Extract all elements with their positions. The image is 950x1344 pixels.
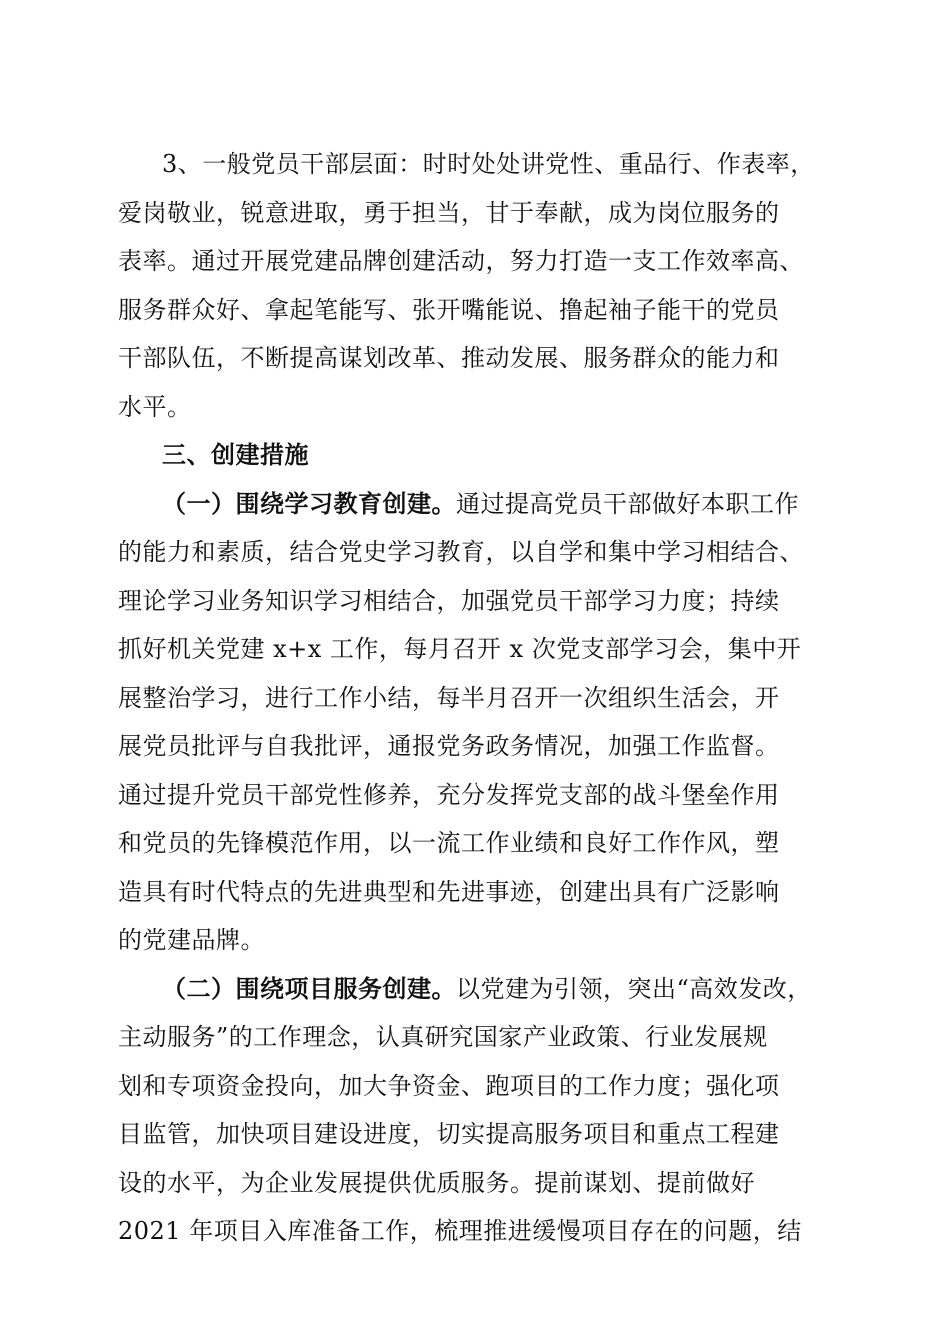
paragraph-line: 理论学习业务知识学习相结合，加强党员干部学习力度；持续 (118, 586, 780, 615)
paragraph-line: 水平。 (118, 392, 192, 421)
paragraph-line: 服务群众好、拿起笔能写、张开嘴能说、撸起袖子能干的党员 (118, 295, 780, 324)
paragraph-line: 表率。通过开展党建品牌创建活动，努力打造一支工作效率高、 (118, 247, 804, 275)
paragraph-line: 造具有时代特点的先进典型和先进事迹，创建出具有广泛影响 (118, 877, 780, 906)
paragraph-line: 3、一般党员干部层面：时时处处讲党性、重品行、作表率， (162, 150, 815, 178)
paragraph-line: 2021 年项目入库准备工作，梳理推进缓慢项目存在的问题，结 (118, 1217, 802, 1245)
paragraph-line: 通过提升党员干部党性修养，充分发挥党支部的战斗堡垒作用 (118, 780, 780, 809)
document-body (118, 140, 834, 1256)
section-heading: 三、创建措施 (162, 441, 309, 469)
paragraph-line: 目监管，加快项目建设进度，切实提高服务项目和重点工程建 (118, 1120, 780, 1148)
paragraph-line: 设的水平，为企业发展提供优质服务。提前谋划、提前做好 (118, 1168, 755, 1197)
measure-1-first-line (118, 480, 834, 529)
measure-2-first-line (118, 965, 834, 1014)
paragraph-line: 爱岗敬业，锐意进取，勇于担当，甘于奉献，成为岗位服务的 (118, 198, 780, 227)
measure-1-first-line-rest: 通过提高党员干部做好本职工作 (456, 489, 799, 518)
paragraph-line: 展党员批评与自我批评，通报党务政务情况，加强工作监督。 (118, 732, 780, 760)
paragraph-line: 展整治学习，进行工作小结，每半月召开一次组织生活会，开 (118, 683, 780, 712)
paragraph-line: 和党员的先锋模范作用，以一流工作业绩和良好工作作风，塑 (118, 829, 780, 857)
paragraph-line: 抓好机关党建 x+x 工作，每月召开 x 次党支部学习会，集中开 (118, 635, 802, 663)
paragraph-line: 划和专项资金投向，加大争资金、跑项目的工作力度；强化项 (118, 1071, 780, 1100)
measure-2-first-line-rest: 以党建为引领，突出“高效发改， (456, 974, 812, 1003)
paragraph-line: 主动服务”的工作理念，认真研究国家产业政策、行业发展规 (118, 1023, 768, 1051)
measure-2-lead: （二）围绕项目服务创建。 (162, 974, 456, 1003)
paragraph-line: 干部队伍，不断提高谋划改革、推动发展、服务群众的能力和 (118, 344, 780, 372)
paragraph-line: 的能力和素质，结合党史学习教育，以自学和集中学习相结合、 (118, 538, 804, 566)
paragraph-line: 的党建品牌。 (118, 926, 265, 954)
measure-1-lead: （一）围绕学习教育创建。 (162, 489, 456, 518)
